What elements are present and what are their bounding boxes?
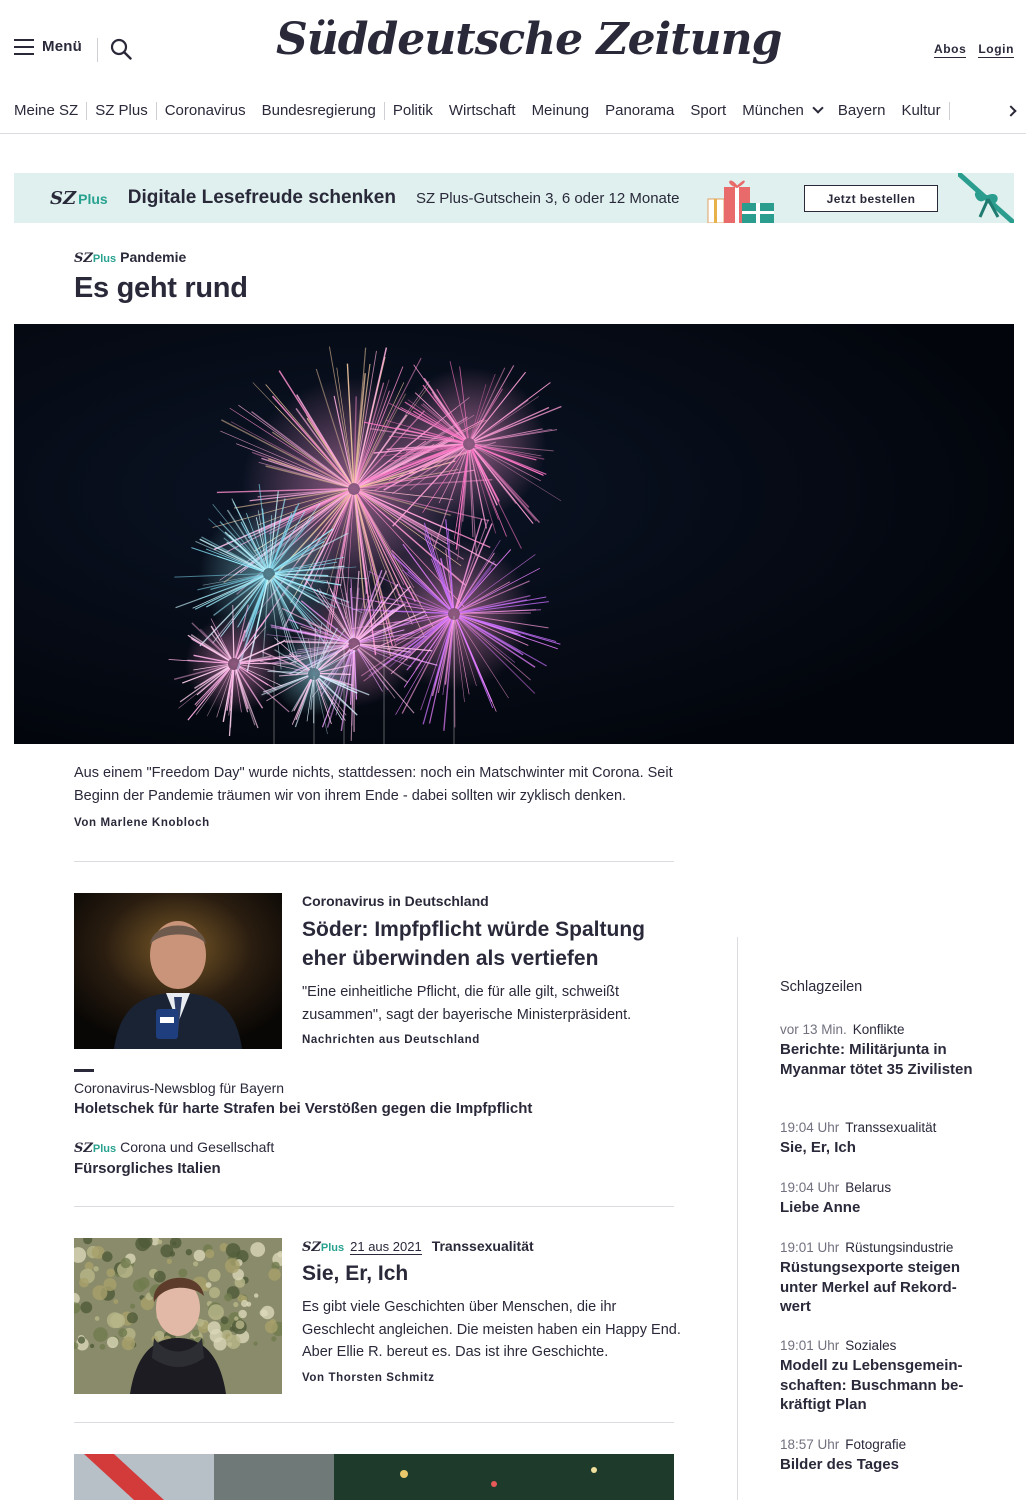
headline-topic: Transsexualität: [845, 1120, 937, 1135]
headline-time: vor 13 Min.: [780, 1022, 847, 1037]
site-header: [0, 0, 1026, 88]
teaser-image-next[interactable]: [74, 1454, 674, 1500]
mini-teaser-kicker: Coronavirus-Newsblog für Bayern: [74, 1080, 285, 1096]
headline-item[interactable]: [780, 1338, 980, 1415]
headline-time: 18:57 Uhr: [780, 1437, 840, 1452]
nav-item-bayern[interactable]: Bayern: [837, 102, 886, 119]
leaf-dot: [95, 1316, 100, 1321]
headline-title: Bilder des Tages: [780, 1456, 899, 1473]
mini-teaser-newsblog: [74, 1080, 532, 1117]
menu-button[interactable]: [14, 38, 82, 55]
headline-topic: Konflikte: [852, 1022, 905, 1037]
nav-item-politik[interactable]: Politik: [392, 102, 433, 119]
lead-kicker: [74, 249, 186, 266]
leaf-dot: [90, 1344, 94, 1348]
leaf-dot: [122, 1337, 135, 1350]
nav-item-panorama[interactable]: Panorama: [605, 102, 675, 119]
headline-item[interactable]: [780, 1437, 980, 1475]
mini-teaser-title[interactable]: Holetschek für harte Strafen bei Verstößen gegen die Impfpflicht: [74, 1100, 533, 1117]
leaf-dot: [208, 1321, 221, 1334]
sz-plus-logo-sz: SZ: [74, 1141, 93, 1156]
teaser-text: Es gibt viele Geschichten über Menschen, die ihr Geschlecht angleichen. Die meisten haben ein Happy End. Aber Ellie R. bereut es. Das ist ihre Geschichte.: [302, 1299, 681, 1360]
nav-separator: [949, 102, 950, 120]
leaf-dot: [127, 1312, 138, 1323]
leaf-dot: [254, 1342, 258, 1346]
leaf-dot: [118, 1328, 127, 1337]
leaf-dot: [238, 1310, 247, 1319]
chevron-right-icon: [1005, 105, 1016, 116]
site-logo[interactable]: Süddeutsche Zeitung: [276, 14, 782, 65]
leaf-dot: [107, 1312, 123, 1328]
chevron-down-icon: [812, 102, 823, 113]
nav-item-coronavirus[interactable]: Coronavirus: [164, 102, 246, 119]
divider: [74, 861, 674, 862]
ribbon-bow-icon: [958, 173, 1014, 223]
leaf-dot: [167, 1259, 172, 1264]
headline-time: 19:04 Uhr: [780, 1120, 840, 1135]
promo-brand-plus: Plus: [78, 190, 108, 207]
headline-title: Modell zu Lebensgemeinschaften: Buschmann bekräftigt Plan: [780, 1357, 964, 1413]
leaf-dot: [172, 1241, 176, 1245]
teaser-title[interactable]: Söder: Impfpflicht würde Spaltung eher überwinden als vertiefen: [302, 918, 645, 970]
lead-teaser-text: Aus einem "Freedom Day" wurde nichts, stattdessen: noch ein Matschwinter mit Corona. Seit Beginn der Pandemie träumen wir von ihrem Ende - dabei sollten wir zyklisch denken.: [74, 765, 673, 804]
portrait-photo-soeder: [74, 893, 282, 1049]
headline-meta: [780, 1120, 980, 1135]
nav-item-muenchen-label: München: [742, 102, 804, 119]
teaser-kicker: [302, 1238, 682, 1255]
leaf-dot: [271, 1336, 276, 1341]
sz-plus-logo: [74, 251, 116, 266]
leaf-dot: [236, 1320, 245, 1329]
leaf-dot: [214, 1337, 227, 1350]
headline-meta: [780, 1180, 980, 1195]
sz-plus-logo-plus: Plus: [320, 1242, 345, 1254]
headline-title: Liebe Anne: [780, 1199, 861, 1216]
gift-boxes-icon: [706, 177, 776, 223]
sz-plus-logo-plus: Plus: [92, 253, 117, 265]
account-links: [934, 42, 1014, 58]
headline-item[interactable]: [780, 1240, 980, 1317]
lead-byline: Von Marlene Knobloch: [74, 817, 210, 829]
leaf-dot: [206, 1282, 212, 1288]
leaf-dot: [179, 1269, 188, 1278]
headline-time: 19:04 Uhr: [780, 1180, 840, 1195]
header-divider: [97, 38, 98, 62]
sz-plus-logo: [74, 1141, 116, 1156]
teaser-image-soeder[interactable]: [74, 893, 282, 1049]
divider: [74, 1422, 674, 1423]
headline-topic: Rüstungsindustrie: [845, 1240, 954, 1255]
hamburger-icon: [14, 39, 34, 55]
nav-scroll-right-button[interactable]: [996, 88, 1026, 134]
promo-headline: Digitale Lesefreude schenken: [127, 187, 396, 208]
leaf-dot: [254, 1293, 258, 1297]
nav-item-muenchen[interactable]: [734, 102, 830, 119]
mini-teaser-kicker: [74, 1139, 274, 1156]
leaf-dot: [93, 1327, 108, 1342]
headline-item[interactable]: [780, 1022, 980, 1079]
headline-meta: [780, 1240, 980, 1255]
teaser-kicker: Coronavirus in Deutschland: [302, 893, 489, 909]
leaf-dot: [130, 1304, 135, 1309]
nav-item-meine-sz[interactable]: Meine SZ: [14, 102, 79, 119]
leaf-dot: [79, 1278, 89, 1288]
leaf-dot: [104, 1278, 117, 1291]
teaser-image-ellie[interactable]: [74, 1238, 282, 1394]
leaf-dot: [107, 1337, 118, 1348]
mini-teaser-italien: [74, 1139, 274, 1177]
leaf-dot: [133, 1279, 146, 1292]
leaf-dot: [80, 1302, 92, 1314]
headline-title: Rüstungsexporte steigen unter Merkel auf Rekordwert: [780, 1259, 961, 1315]
sidebar-title: Schlagzeilen: [780, 979, 863, 995]
login-link[interactable]: Login: [978, 42, 1014, 56]
leaf-dot: [265, 1321, 278, 1334]
teaser-byline: Von Thorsten Schmitz: [302, 1371, 435, 1384]
lead-image-fireworks[interactable]: [14, 324, 1014, 744]
leaf-dot: [250, 1242, 265, 1257]
fireworks-illustration: [14, 324, 1014, 744]
teaser-sie-er-ich: [302, 1238, 682, 1384]
portrait-photo-ellie: [74, 1238, 282, 1394]
nav-item-meinung[interactable]: Meinung: [531, 102, 590, 119]
leaf-dot: [121, 1258, 131, 1268]
abos-link[interactable]: Abos: [933, 42, 967, 56]
series-label[interactable]: 21 aus 2021: [350, 1239, 422, 1254]
sz-plus-logo-sz: SZ: [302, 1240, 321, 1255]
teaser-byline: Nachrichten aus Deutschland: [302, 1034, 480, 1046]
teaser-text: "Eine einheitliche Pflicht, die für alle gilt, schweißt zusammen", sagt der bayerische Ministerpräsident.: [302, 984, 632, 1023]
teaser-kicker-text: Transsexualität: [431, 1238, 534, 1254]
nav-item-sz-plus[interactable]: SZ Plus: [95, 102, 148, 119]
firework-glow: [392, 367, 546, 521]
nav-item-kultur[interactable]: Kultur: [901, 102, 941, 119]
section-marker: [74, 1069, 94, 1072]
leaf-dot: [170, 1251, 176, 1257]
headline-meta: [780, 1338, 980, 1353]
leaf-dot: [186, 1249, 192, 1255]
leaf-dot: [224, 1293, 232, 1301]
sz-plus-logo-sz: SZ: [74, 251, 93, 266]
leaf-dot: [113, 1299, 118, 1304]
leaf-dot: [192, 1330, 199, 1337]
leaf-dot: [193, 1261, 198, 1266]
headline-title: Berichte: Militärjunta in Myanmar tötet 35 Zivilisten: [780, 1041, 973, 1078]
promo-sz-plus-logo: [50, 188, 108, 209]
promo-subline: SZ Plus-Gutschein 3, 6 oder 12 Monate: [415, 189, 680, 207]
leaf-dot: [225, 1258, 240, 1273]
headline-topic: Soziales: [845, 1338, 897, 1353]
headline-meta: [780, 1437, 980, 1452]
leaf-dot: [209, 1287, 220, 1298]
mini-teaser-kicker-text: Corona und Gesellschaft: [120, 1139, 275, 1155]
nav-item-wirtschaft[interactable]: Wirtschaft: [448, 102, 516, 119]
headline-topic: Belarus: [845, 1180, 892, 1195]
leaf-dot: [106, 1269, 115, 1278]
next-teaser-photo: [74, 1454, 674, 1500]
search-icon[interactable]: [110, 38, 132, 60]
leaf-dot: [205, 1249, 214, 1258]
nav-item-bundesregierung[interactable]: Bundesregierung: [261, 102, 376, 119]
headline-time: 19:01 Uhr: [780, 1338, 840, 1353]
leaf-dot: [154, 1271, 166, 1283]
teaser-soeder: [302, 893, 682, 1046]
sz-plus-logo-plus: Plus: [92, 1143, 117, 1155]
headline-item[interactable]: [780, 1120, 980, 1158]
leaf-dot: [208, 1304, 224, 1320]
main-navigation: [0, 88, 1026, 134]
lead-title[interactable]: Es geht rund: [74, 272, 248, 304]
leaf-dot: [157, 1240, 162, 1245]
sidebar-rule: [737, 937, 738, 1500]
nav-item-sport[interactable]: Sport: [690, 102, 727, 119]
leaf-dot: [226, 1335, 240, 1349]
sz-plus-logo: [302, 1240, 344, 1255]
firework-spark: [320, 674, 351, 675]
headline-topic: Fotografie: [845, 1437, 907, 1452]
lead-kicker-text: Pandemie: [120, 249, 187, 265]
leaf-dot: [208, 1269, 221, 1282]
leaf-dot: [234, 1316, 238, 1320]
leaf-dot: [268, 1268, 280, 1280]
divider: [74, 1206, 674, 1207]
leaf-dot: [78, 1337, 85, 1344]
headline-item[interactable]: [780, 1180, 980, 1218]
leaf-dot: [221, 1316, 229, 1324]
headline-title: Sie, Er, Ich: [780, 1139, 856, 1156]
promo-order-button[interactable]: Jetzt bestellen: [804, 185, 938, 212]
leaf-dot: [194, 1250, 206, 1262]
promo-banner[interactable]: [14, 173, 1014, 223]
leaf-dot: [233, 1302, 238, 1307]
headline-time: 19:01 Uhr: [780, 1240, 840, 1255]
headline-meta: [780, 1022, 980, 1037]
leaf-dot: [241, 1300, 248, 1307]
leaf-dot: [93, 1266, 98, 1271]
menu-label: Menü: [42, 38, 82, 55]
leaf-dot: [102, 1251, 113, 1262]
leaf-dot: [100, 1344, 106, 1350]
promo-brand-sz: SZ: [50, 187, 77, 209]
leaf-dot: [230, 1326, 235, 1331]
leaf-dot: [260, 1309, 267, 1316]
mini-teaser-title[interactable]: Fürsorgliches Italien: [74, 1160, 221, 1177]
teaser-title[interactable]: Sie, Er, Ich: [302, 1262, 409, 1285]
